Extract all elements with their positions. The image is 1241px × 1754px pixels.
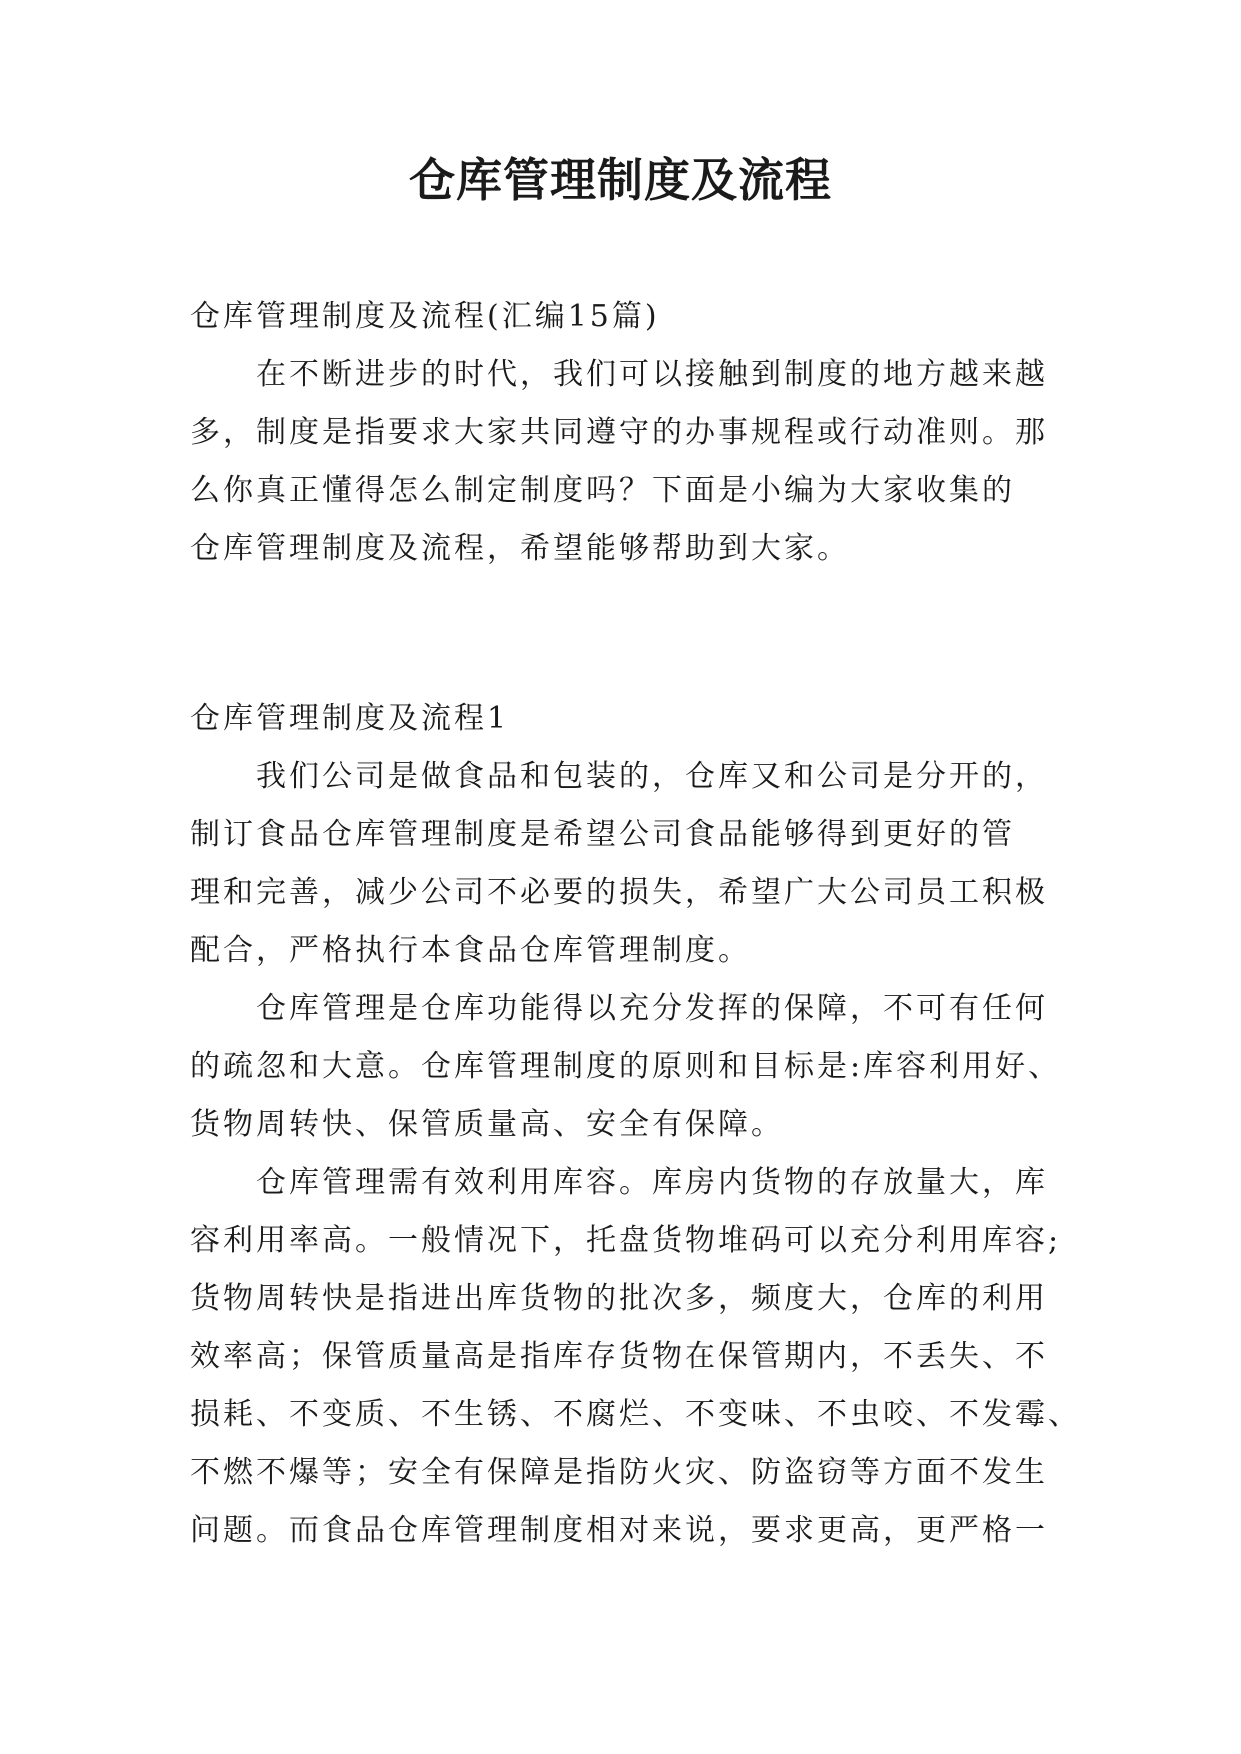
intro-line: 在不断进步的时代，我们可以接触到制度的地方越来越 xyxy=(256,357,1048,392)
section-heading-block xyxy=(190,690,1050,748)
intro-line: 多，制度是指要求大家共同遵守的办事规程或行动准则。那 xyxy=(190,415,1048,450)
section-body xyxy=(190,748,1081,1560)
paragraph-2-line: 货物周转快、保管质量高、安全有保障。 xyxy=(190,1107,784,1142)
paragraph-1-line: 配合，严格执行本食品仓库管理制度。 xyxy=(190,933,751,968)
paragraph-1-line: 我们公司是做食品和包装的，仓库又和公司是分开的， xyxy=(256,759,1048,794)
paragraph-2-line: 的疏忽和大意。仓库管理制度的原则和目标是:库容利用好、 xyxy=(190,1049,1062,1084)
paragraph-3-line: 效率高；保管质量高是指库存货物在保管期内，不丢失、不 xyxy=(190,1339,1048,1374)
paragraph-3-line: 仓库管理需有效利用库容。库房内货物的存放量大，库 xyxy=(256,1165,1048,1200)
document-subtitle-block xyxy=(190,288,1050,346)
intro-line: 么你真正懂得怎么制定制度吗？下面是小编为大家收集的 xyxy=(190,473,1015,508)
paragraph-3-line: 不燃不爆等；安全有保障是指防火灾、防盗窃等方面不发生 xyxy=(190,1455,1048,1490)
intro-line: 仓库管理制度及流程，希望能够帮助到大家。 xyxy=(190,531,850,566)
intro-paragraph xyxy=(190,346,1050,578)
paragraph-1-line: 理和完善，减少公司不必要的损失，希望广大公司员工积极 xyxy=(190,875,1048,910)
document-subtitle: 仓库管理制度及流程(汇编15篇) xyxy=(190,299,660,334)
paragraph-3-line: 货物周转快是指进出库货物的批次多，频度大，仓库的利用 xyxy=(190,1281,1048,1316)
paragraph-3-line: 容利用率高。一般情况下，托盘货物堆码可以充分利用库容; xyxy=(190,1223,1062,1258)
paragraph-2-line: 仓库管理是仓库功能得以充分发挥的保障，不可有任何 xyxy=(256,991,1048,1026)
paragraph-3-line: 损耗、不变质、不生锈、不腐烂、不变味、不虫咬、不发霉、 xyxy=(190,1397,1081,1432)
document-title: 仓库管理制度及流程 xyxy=(409,153,832,207)
section-heading: 仓库管理制度及流程1 xyxy=(190,701,510,736)
paragraph-1-line: 制订食品仓库管理制度是希望公司食品能够得到更好的管 xyxy=(190,817,1015,852)
paragraph-3-line: 问题。而食品仓库管理制度相对来说，要求更高，更严格一 xyxy=(190,1513,1048,1548)
